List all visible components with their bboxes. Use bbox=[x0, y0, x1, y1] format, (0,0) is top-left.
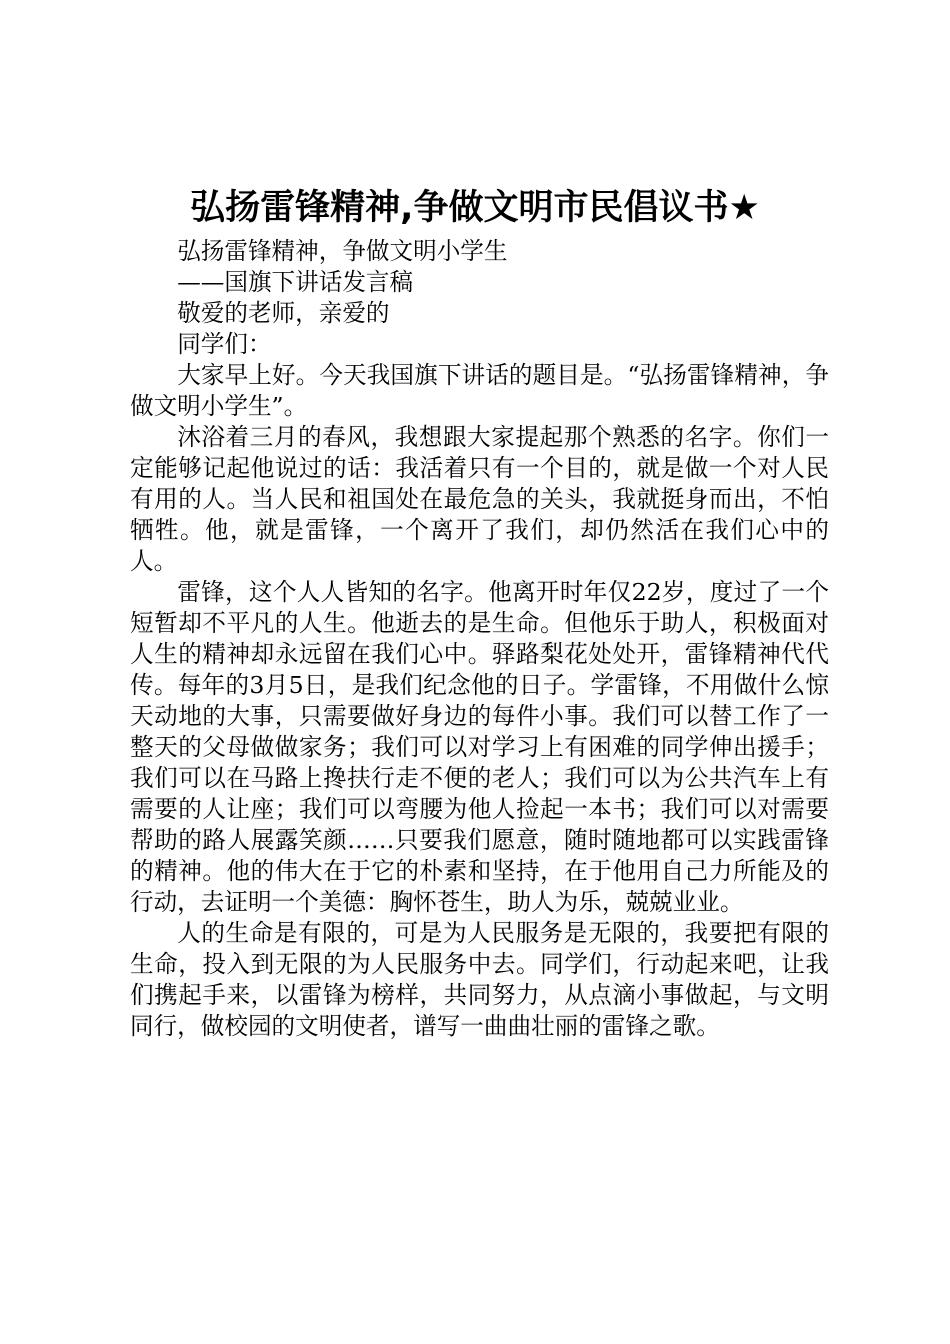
paragraph: 人的生命是有限的，可是为人民服务是无限的，我要把有限的生命，投入到无限的为人民服务中去。同学们，行动起来吧，让我们携起手来，以雷锋为榜样，共同努力，从点滴小事做起，与文明同行，做校园的文明使者，谱写一曲曲壮丽的雷锋之歌。 bbox=[130, 919, 829, 1040]
paragraph: ——国旗下讲话发言稿 bbox=[177, 268, 414, 296]
paragraph: 雷锋，这个人人皆知的名字。他离开时年仅22岁，度过了一个短暂却不平凡的人生。他逝去的是生命。但他乐于助人，积极面对人生的精神却永远留在我们心中。驿路梨花处处开，雷锋精神代代传。每年的3月5日，是我们纪念他的日子。学雷锋，不用做什么惊天动地的大事，只需要做好身边的每件小事。我们可以替工作了一整天的父母做做家务；我们可以对学习上有困难的同学伸出援手；我们可以在马路上搀扶行走不便的老人；我们可以为公共汽车上有需要的人让座；我们可以弯腰为他人捡起一本书；我们可以对需要帮助的路人展露笑颜……只要我们愿意，随时随地都可以实践雷锋的精神。他的伟大在于它的朴素和坚持，在于他用自己力所能及的行动，去证明一个美德：胸怀苍生，助人为乐，兢兢业业。 bbox=[130, 578, 829, 916]
paragraph: 同学们： bbox=[177, 330, 272, 358]
paragraph: 弘扬雷锋精神，争做文明小学生 bbox=[177, 237, 508, 265]
paragraph: 大家早上好。今天我国旗下讲话的题目是。“弘扬雷锋精神，争做文明小学生”。 bbox=[130, 361, 829, 420]
paragraph: 敬爱的老师，亲爱的 bbox=[177, 299, 390, 327]
paragraph: 沐浴着三月的春风，我想跟大家提起那个熟悉的名字。你们一定能够记起他说过的话：我活着只有一个目的，就是做一个对人民有用的人。当人民和祖国处在最危急的关头，我就挺身而出，不怕牺牲。他，就是雷锋，一个离开了我们，却仍然活在我们心中的人。 bbox=[130, 423, 829, 575]
document-title: 弘扬雷锋精神,争做文明市民倡议书★ bbox=[190, 188, 760, 228]
document-body bbox=[130, 236, 829, 1042]
